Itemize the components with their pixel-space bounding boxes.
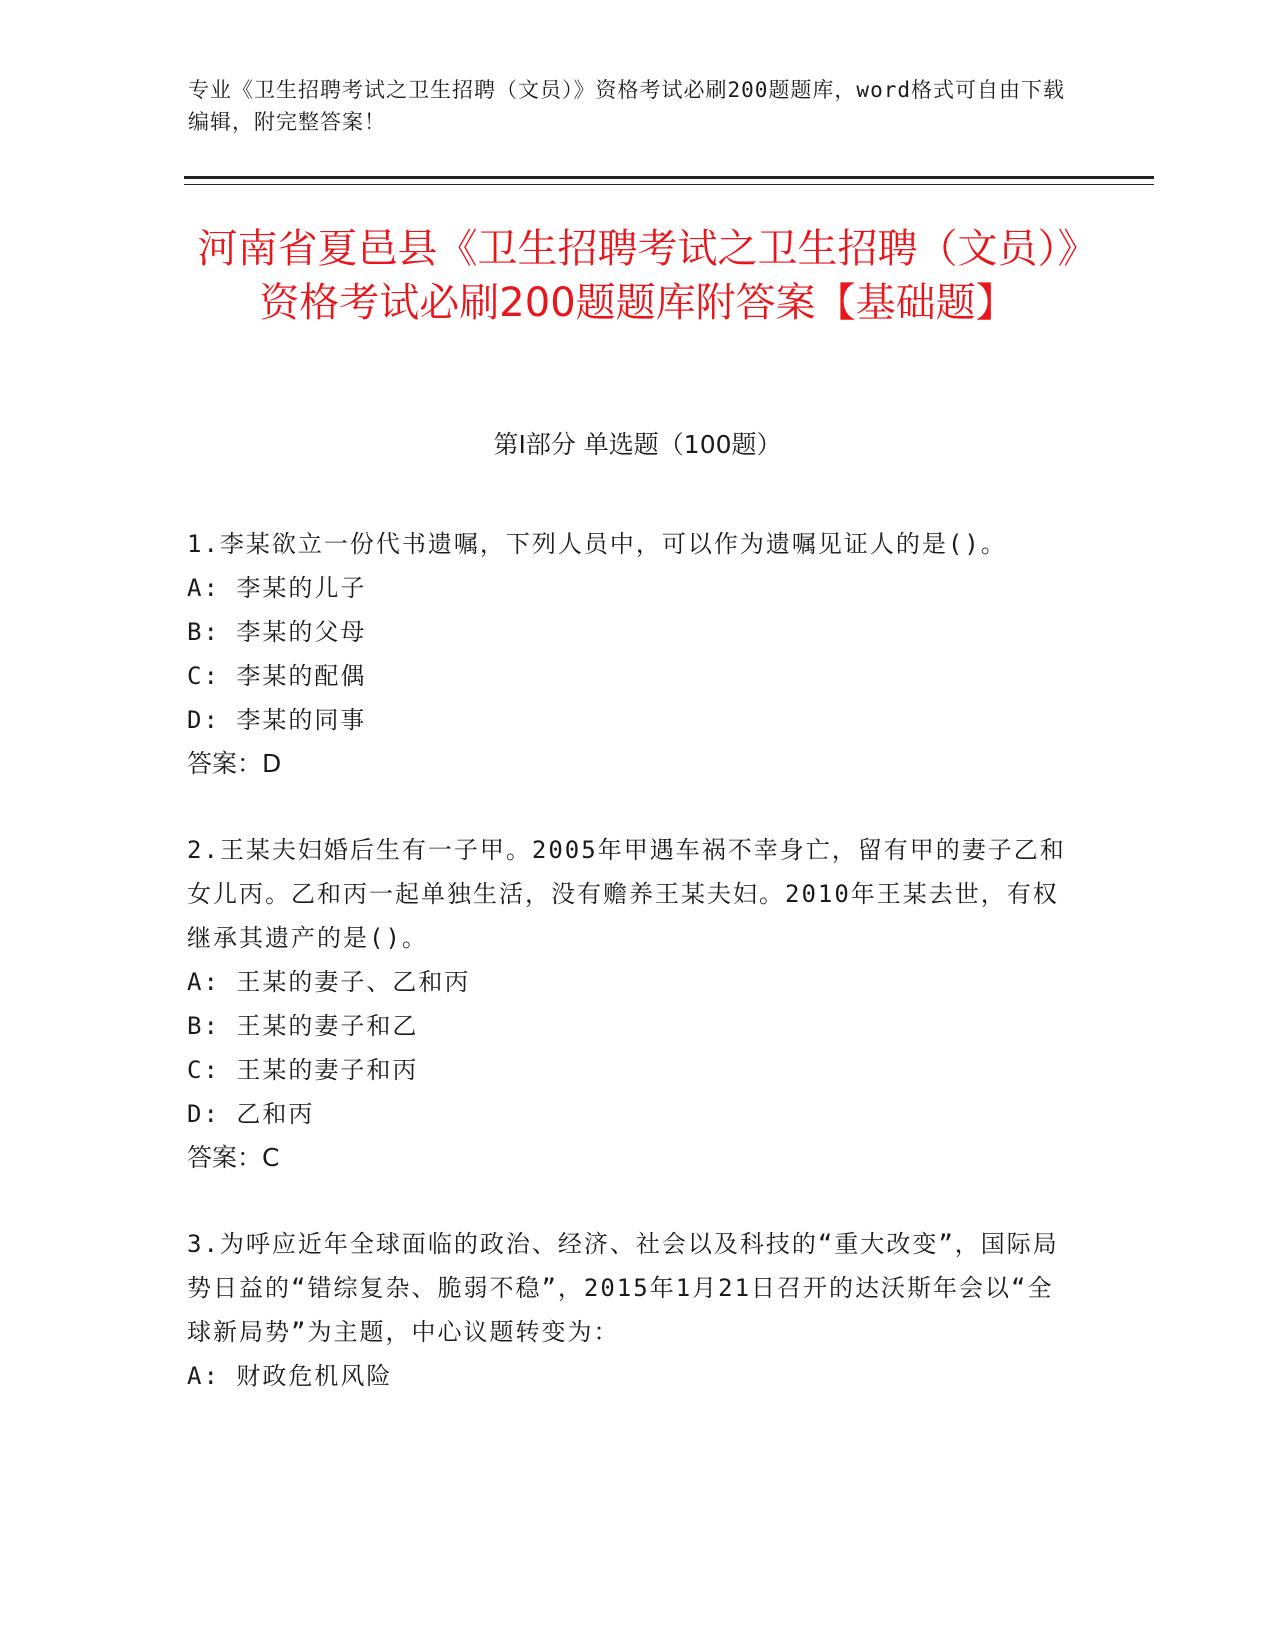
option-d: D: 李某的同事 bbox=[187, 706, 367, 734]
option-c: C: 王某的妻子和丙 bbox=[187, 1056, 419, 1084]
header-divider-thin bbox=[184, 184, 1154, 185]
question-stem: 2.王某夫妇婚后生有一子甲。2005年甲遇车祸不幸身亡，留有甲的妻子乙和女儿丙。乙和丙一起单独生活，没有赡养王某夫妇。2010年王某去世，有权继承其遗产的是()。 bbox=[187, 836, 1066, 952]
question-2 bbox=[187, 828, 1077, 1180]
question-3 bbox=[187, 1222, 1077, 1398]
section-heading: 第I部分 单选题（100题） bbox=[493, 430, 782, 459]
header-divider-thick bbox=[184, 176, 1154, 179]
option-b: B: 李某的父母 bbox=[187, 618, 367, 646]
header-note: 专业《卫生招聘考试之卫生招聘（文员）》资格考试必刷200题题库，word格式可自由下载编辑，附完整答案！ bbox=[188, 78, 1065, 134]
option-b: B: 王某的妻子和乙 bbox=[187, 1012, 419, 1040]
question-1 bbox=[187, 522, 1077, 786]
option-a: A: 王某的妻子、乙和丙 bbox=[187, 968, 471, 996]
question-stem: 1.李某欲立一份代书遗嘱，下列人员中，可以作为遗嘱见证人的是()。 bbox=[187, 530, 1007, 558]
answer: 答案：D bbox=[187, 749, 282, 778]
option-a: A: 财政危机风险 bbox=[187, 1362, 393, 1390]
option-d: D: 乙和丙 bbox=[187, 1100, 315, 1128]
answer: 答案：C bbox=[187, 1143, 280, 1172]
option-a: A: 李某的儿子 bbox=[187, 574, 367, 602]
document-title: 河南省夏邑县《卫生招聘考试之卫生招聘（文员）》资格考试必刷200题题库附答案【基础题】 bbox=[197, 226, 1078, 326]
question-list bbox=[187, 522, 1077, 1440]
question-stem: 3.为呼应近年全球面临的政治、经济、社会以及科技的“重大改变”，国际局势日益的“错综复杂、脆弱不稳”，2015年1月21日召开的达沃斯年会以“全球新局势”为主题，中心议题转变为： bbox=[187, 1230, 1059, 1346]
option-c: C: 李某的配偶 bbox=[187, 662, 367, 690]
